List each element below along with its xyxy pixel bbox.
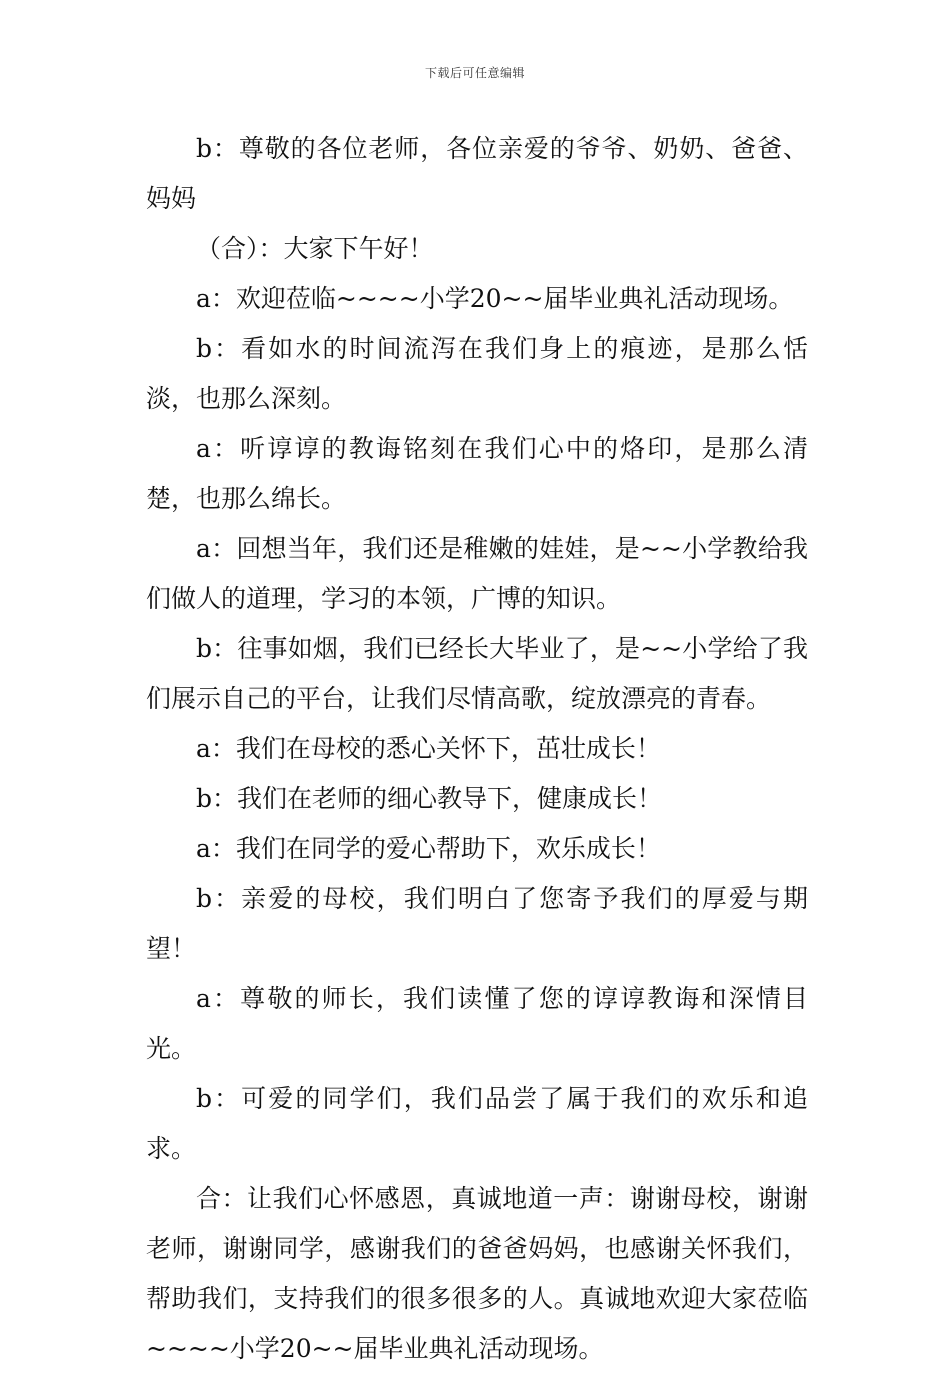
paragraph: a：尊敬的师长，我们读懂了您的谆谆教诲和深情目光。 [146, 984, 808, 1063]
paragraph: b：亲爱的母校，我们明白了您寄予我们的厚爱与期望！ [146, 884, 808, 963]
paragraph: b：看如水的时间流泻在我们身上的痕迹，是那么恬淡，也那么深刻。 [146, 334, 808, 413]
paragraph: b：尊敬的各位老师，各位亲爱的爷爷、奶奶、爸爸、妈妈 [146, 134, 808, 213]
document-body [146, 124, 808, 1374]
paragraph: 合：让我们心怀感恩，真诚地道一声：谢谢母校，谢谢老师，谢谢同学，感谢我们的爸爸妈妈，也感谢关怀我们，帮助我们，支持我们的很多很多的人。真诚地欢迎大家莅临~~~~小学20~~届毕业典礼活动现场。 [146, 1184, 808, 1363]
page-header: 下载后可任意编辑 [424, 66, 525, 80]
paragraph: （合）：大家下午好！ [196, 234, 434, 263]
paragraph: a：回想当年，我们还是稚嫩的娃娃，是~~小学教给我们做人的道理，学习的本领，广博的知识。 [146, 534, 808, 613]
paragraph: a：欢迎莅临~~~~小学20~~届毕业典礼活动现场。 [196, 284, 794, 313]
paragraph: a：听谆谆的教诲铭刻在我们心中的烙印，是那么清楚，也那么绵长。 [146, 434, 808, 513]
paragraph: b：往事如烟，我们已经长大毕业了，是~~小学给了我们展示自己的平台，让我们尽情高歌，绽放漂亮的青春。 [146, 634, 808, 713]
paragraph: b：可爱的同学们，我们品尝了属于我们的欢乐和追求。 [146, 1084, 808, 1163]
paragraph: a：我们在同学的爱心帮助下，欢乐成长！ [196, 834, 661, 863]
paragraph: a：我们在母校的悉心关怀下，茁壮成长！ [196, 734, 661, 763]
paragraph: b：我们在老师的细心教导下，健康成长！ [196, 784, 663, 813]
